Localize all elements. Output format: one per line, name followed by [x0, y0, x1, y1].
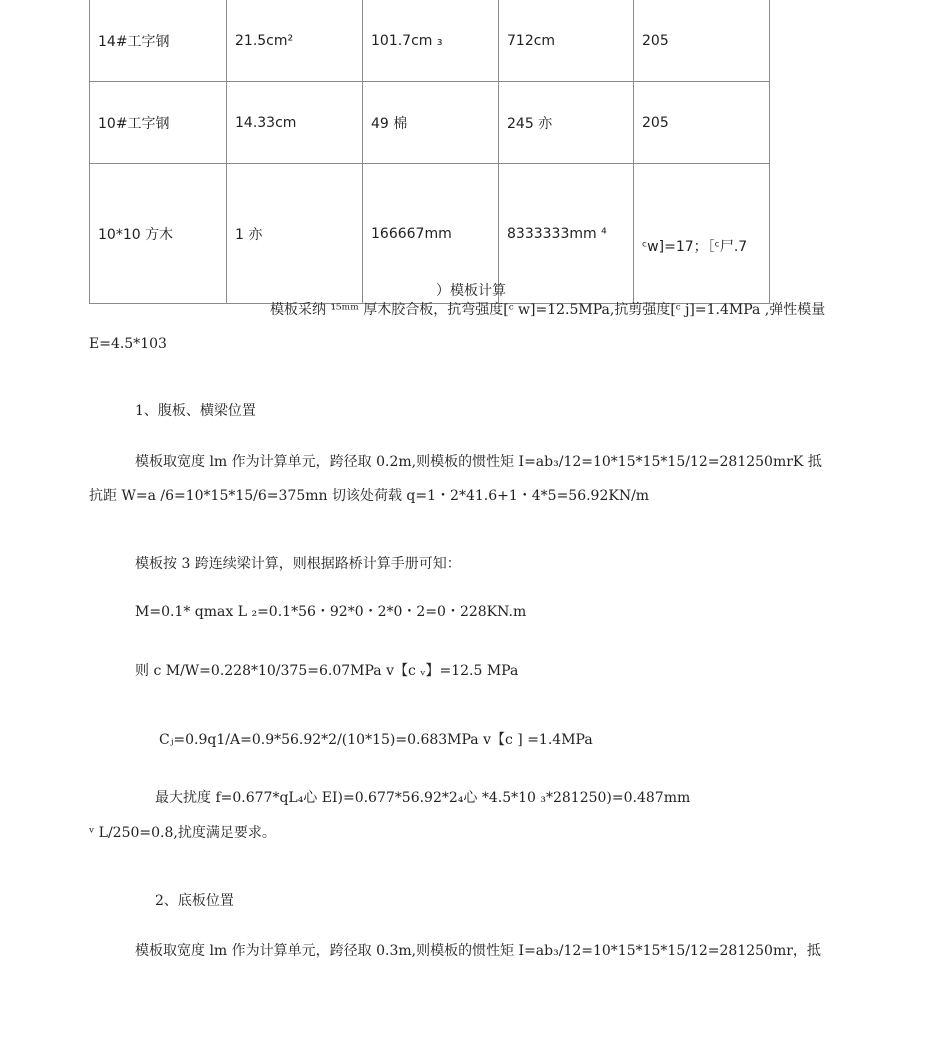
table-cell: 10*10 方木 — [90, 164, 227, 304]
table-cell: 49 棉 — [363, 82, 499, 164]
formula-shear-stress: Cⱼ=0.9q1/A=0.9*56.92*2/(10*15)=0.683MPa v【c ] =1.4MPa — [159, 732, 593, 748]
paragraph-line: 模板按 3 跨连续梁计算，则根据路桥计算手册可知： — [135, 556, 461, 572]
table-cell: 166667mm — [363, 164, 499, 304]
table-row — [90, 82, 770, 164]
section-heading: ）模板计算 — [436, 283, 506, 299]
table-cell: 101.7cm ₃ — [363, 0, 499, 82]
table-cell: 14#工字钢 — [90, 0, 227, 82]
paragraph-line: 模板取宽度 lm 作为计算单元，跨径取 0.3m,则模板的惯性矩 I=ab₃/12=10*15*15*15/12=281250mr，抵 — [135, 943, 821, 959]
intro-paragraph-line-2: E=4.5*103 — [89, 336, 167, 352]
table-cell: 21.5cm² — [227, 0, 363, 82]
table-cell: 8333333mm ⁴ — [499, 164, 634, 304]
subsection-title-web-beam: 1、腹板、横梁位置 — [135, 403, 256, 419]
table-cell: 1 亦 — [227, 164, 363, 304]
table-cell: 245 亦 — [499, 82, 634, 164]
table-row — [90, 0, 770, 82]
formula-deflection: 最大扰度 f=0.677*qL₄心 EI)=0.677*56.92*2₄心 *4.5*10 ₃*281250)=0.487mm — [155, 790, 691, 806]
paragraph-line: 抗距 W=a /6=10*15*15/6=375mn 切该处荷载 q=1・2*41.6+1・4*5=56.92KN/m — [89, 488, 650, 504]
deflection-conclusion: ᵛ L/250=0.8,扰度满足要求。 — [89, 825, 276, 841]
paragraph-line: 模板取宽度 lm 作为计算单元，跨径取 0.2m,则模板的惯性矩 I=ab₃/12=10*15*15*15/12=281250mrK 抵 — [135, 454, 822, 470]
material-properties-table — [89, 0, 770, 304]
table-cell: 14.33cm — [227, 82, 363, 164]
table-cell: ᶜw]=17；［ᶜ尸.7 — [634, 164, 770, 304]
table-row — [90, 164, 770, 304]
table-cell: 205 — [634, 0, 770, 82]
formula-moment: M=0.1* qmax L ₂=0.1*56・92*0・2*0・2=0・228KN.m — [135, 604, 527, 620]
intro-paragraph-line-1: 模板采纳 ¹⁵ᵐᵐ 厚木胶合板，抗弯强度[ᶜ w]=12.5MPa,抗剪强度[ᶜ j]=1.4MPa ,弹性模量 — [270, 302, 826, 318]
formula-bending-stress: 则 c M/W=0.228*10/375=6.07MPa v【c ᵥ】=12.5 MPa — [135, 663, 519, 679]
subsection-title-bottom-plate: 2、底板位置 — [155, 893, 234, 909]
table-cell: 205 — [634, 82, 770, 164]
table-cell: 712cm — [499, 0, 634, 82]
table-cell: 10#工字钢 — [90, 82, 227, 164]
